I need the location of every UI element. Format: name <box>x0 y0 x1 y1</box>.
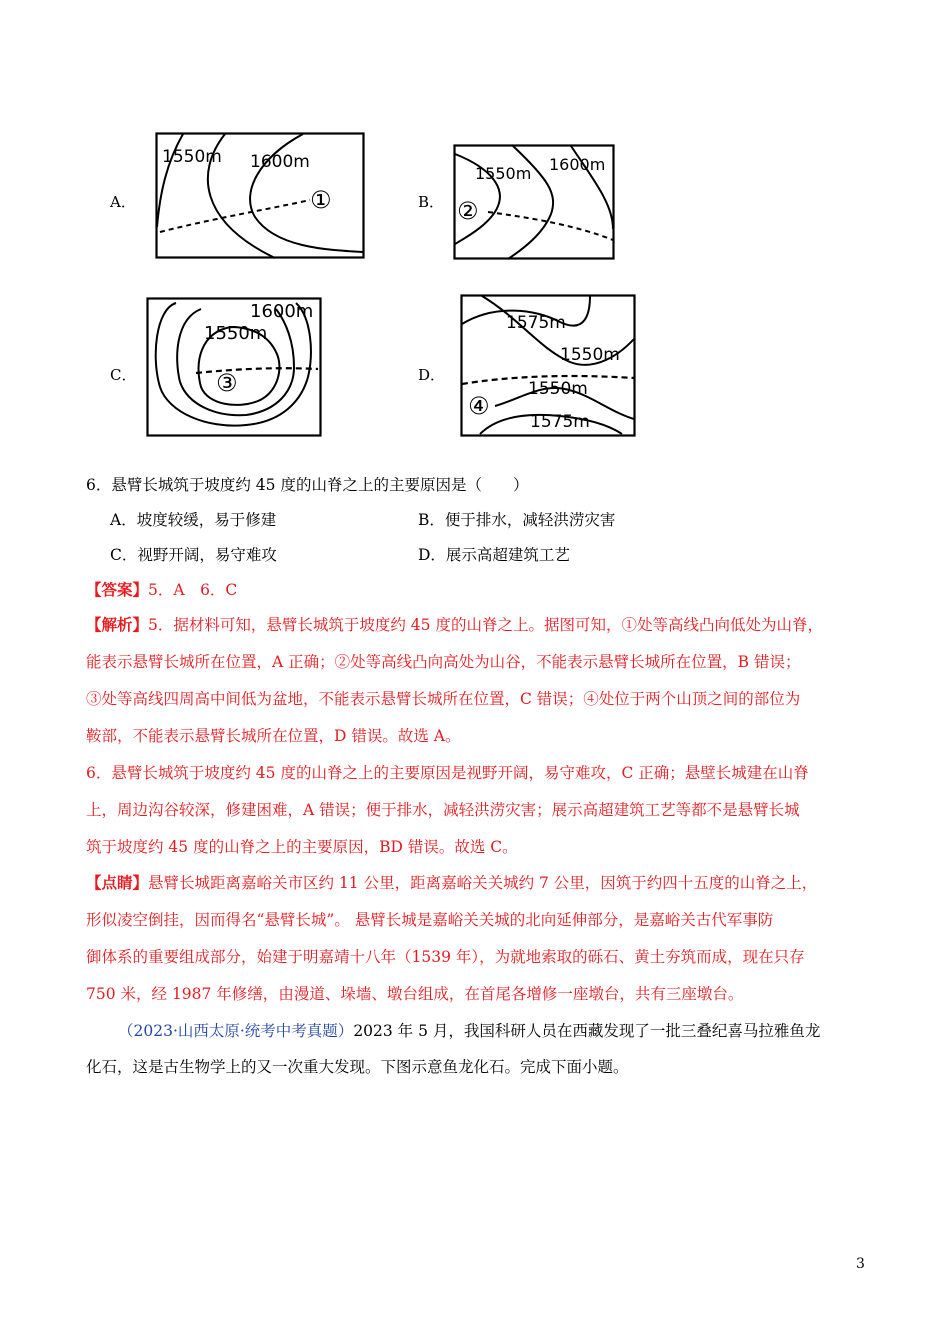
comment-line-4: 750 米，经 1987 年修缮，由漫道、垛墙、墩台组成，在首尾各增修一座墩台，共有三座墩台。 <box>86 985 744 1003</box>
option-d-label: D． <box>418 366 446 384</box>
contour-map-d <box>460 294 636 437</box>
answer-text: 5．A 6．C <box>148 581 238 599</box>
analysis-line-7: 筑于坡度约 45 度的山脊之上的主要原因，BD 错误。故选 C。 <box>86 838 518 856</box>
contour-label: 1600m <box>250 301 314 322</box>
contour-label: 1575m <box>530 412 590 432</box>
next-intro-line-1 <box>118 1021 820 1041</box>
contour-label: 1600m <box>250 152 310 172</box>
marker-2: ② <box>457 197 479 225</box>
option-a-label: A． <box>110 193 136 211</box>
contour-label: 1575m <box>506 313 566 333</box>
contour-label: 1550m <box>475 164 532 183</box>
analysis-line-6: 上，周边沟谷较深，修建困难，A 错误；便于排水，减轻洪涝灾害；展示高超建筑工艺等都不是悬臂长城 <box>86 801 800 819</box>
comment-line-2: 形似凌空倒挂，因而得名“悬臂长城”。 悬臂长城是嘉峪关关城的北向延伸部分，是嘉峪关古代军事防 <box>86 911 774 929</box>
analysis-tag: 【解析】 <box>86 615 149 634</box>
question-6-option-b: B．便于排水，减轻洪涝灾害 <box>418 511 616 529</box>
option-c-label: C． <box>110 366 137 384</box>
option-b-label: B． <box>418 193 445 211</box>
contour-label: 1600m <box>549 155 606 174</box>
contour-map-c <box>146 297 322 437</box>
answer-tag: 【答案】 <box>86 580 149 599</box>
analysis-line-4: 鞍部，不能表示悬臂长城所在位置，D 错误。故选 A。 <box>86 727 461 745</box>
comment-line-1 <box>86 873 817 893</box>
contour-map-b <box>453 144 615 260</box>
marker-1: ① <box>310 186 332 214</box>
analysis-line-5: 6．悬臂长城筑于坡度约 45 度的山脊之上的主要原因是视野开阔，易守难攻，C 正确；悬壁长城建在山脊 <box>86 764 809 782</box>
analysis-line-1 <box>86 615 823 635</box>
contour-label: 1550m <box>162 147 222 167</box>
question-6-stem: 6．悬臂长城筑于坡度约 45 度的山脊之上的主要原因是（ ） <box>86 476 529 494</box>
page-number: 3 <box>856 1256 865 1272</box>
marker-4: ④ <box>468 392 490 420</box>
contour-label: 1550m <box>204 323 268 344</box>
question-6-option-c: C．视野开阔，易守难攻 <box>110 546 277 564</box>
contour-label: 1550m <box>560 345 620 365</box>
source-tag: （2023·山西太原·统考中考真题） <box>118 1022 354 1040</box>
intro-text: 2023 年 5 月，我国科研人员在西藏发现了一批三叠纪喜马拉雅鱼龙 <box>353 1022 821 1040</box>
analysis-text: 5．据材料可知，悬臂长城筑于坡度约 45 度的山脊之上。据图可知，①处等高线凸向低处为山脊， <box>148 616 823 634</box>
comment-line-3: 御体系的重要组成部分，始建于明嘉靖十八年（1539 年），为就地索取的砾石、黄土夯筑而成，现在只存 <box>86 948 805 966</box>
analysis-line-3: ③处等高线四周高中间低为盆地，不能表示悬臂长城所在位置，C 错误；④处位于两个山顶之间的部位为 <box>86 690 801 708</box>
question-6-option-a: A．坡度较缓，易于修建 <box>110 511 277 529</box>
contour-map-a <box>155 132 365 260</box>
answer <box>86 580 237 600</box>
analysis-line-2: 能表示悬臂长城所在位置，A 正确；②处等高线凸向高处为山谷，不能表示悬臂长城所在位置，B 错误； <box>86 653 801 671</box>
comment-text: 悬臂长城距离嘉峪关市区约 11 公里，距离嘉峪关关城约 7 公里，因筑于约四十五度的山脊之上， <box>148 874 818 892</box>
question-6-option-d: D．展示高超建筑工艺 <box>418 546 570 564</box>
next-intro-line-2: 化石，这是古生物学上的又一次重大发现。下图示意鱼龙化石。完成下面小题。 <box>86 1058 629 1076</box>
contour-label: 1550m <box>528 379 588 399</box>
marker-3: ③ <box>216 369 238 397</box>
comment-tag: 【点睛】 <box>86 873 149 892</box>
